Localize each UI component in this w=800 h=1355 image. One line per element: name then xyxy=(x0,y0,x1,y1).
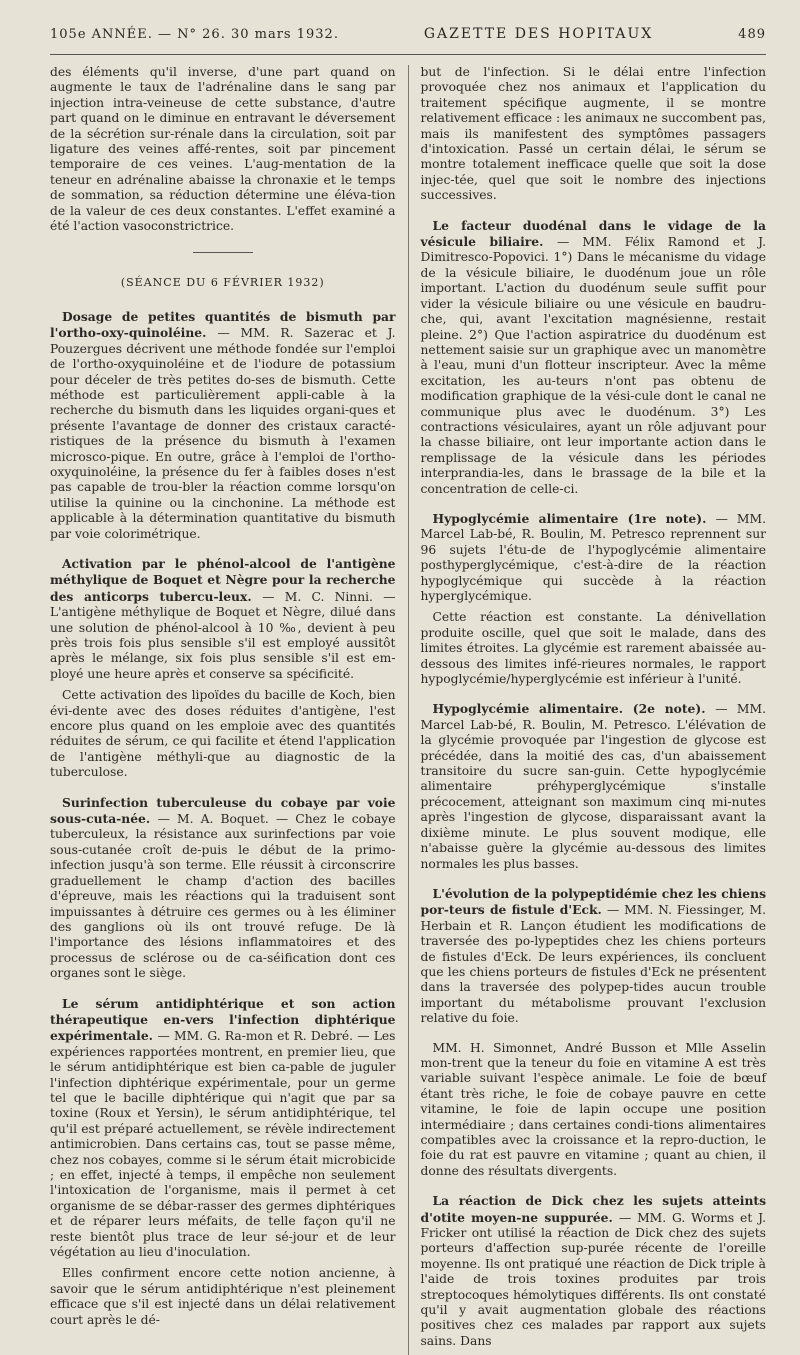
article-hypoglycemie-2 xyxy=(421,701,767,871)
column-divider xyxy=(408,65,409,1355)
running-head xyxy=(50,26,766,52)
article-bismuth xyxy=(50,309,396,542)
article-body: — MM. Félix Ramond et J. Dimitresco-Popovici. 1°) Dans le mécanisme du vidage de la vésicule biliaire, le duodénum joue un rôle important. L'action du duodénum seule suffit pour vider la vésicule biliaire ou une vésicule en baudru-che, qui, avant l'excitation magnésienne, restait pleine. 2°) Que l'action aspiratrice du duodénum est nettement saisie sur un graphique avec un manomètre à l'eau, muni d'un flotteur inscripteur. Avec la même excitation, les au-teurs n'ont pas obtenu de modification graphique de la vési-cule dont le canal ne communique plus avec le duodénum. 3°) Les contractions vésiculaires, ayant un rôle adjuvant pour la chasse biliaire, ont leur importante action dans le remplissage de la vésicule dans les périodes interprandia-les, dans le brassage de la bile et la concentration de celle-ci. xyxy=(420,235,766,496)
article-polypeptidemie xyxy=(421,886,767,1027)
article-serum xyxy=(50,996,396,1261)
article-surinfection xyxy=(50,795,396,982)
article-title: Le facteur duodénal dans le vidage de la vésicule biliaire. xyxy=(420,217,766,250)
article-body: — MM. Marcel Lab-bé, R. Boulin, M. Petresco reprennent sur 96 sujets l'étu-de de l'hypoglycémie alimentaire posthyperglycémique, c'est-à-dire de la réaction hypoglycémique qui succède à la réaction hyperglycémique. xyxy=(420,511,766,603)
article-title: L'évolution de la polypeptidémie chez les chiens por-teurs de fistule d'Eck. xyxy=(420,885,766,918)
article-hypoglycemie-1 xyxy=(421,511,767,604)
article-body: — MM. G. Worms et J. Fricker ont utilisé la réaction de Dick chez des sujets porteurs d'affection sup-purée récente de l'oreille moyenne. Ils ont pratiqué une réaction de Dick triple à l'aide de trois toxines produites par trois streptocoques hémolytiques différents. Ils ont constaté qu'il y avait augmentation globale des réactions positives chez ces malades par rapport aux sujets sains. Dans xyxy=(420,1210,766,1348)
left-intro: des éléments qu'il inverse, d'une part quand on augmente le taux de l'adrénaline dans le sang par injection intra-veineuse de cette substance, d'autre part quand on le diminue en entravant le déversement de la sécrétion sur-rénale dans la circulation, soit par ligature des veines affé-rentes, soit par pincement temporaire de ces veines. L'aug-mentation de la teneur en adrénaline abaisse la chronaxie et le temps de sommation, sa réduction détermine une éléva-tion de la valeur de ces deux constantes. L'effet examiné a été l'action vasoconstrictrice. xyxy=(50,65,396,234)
section-rule xyxy=(193,252,253,253)
article-body: — MM. G. Ra-mon et R. Debré. — Les expériences rapportées montrent, en premier lieu, que le sérum antidiphtérique est bien ca-pable de juguler l'infection diphtérique expérimentale, pour un germe tel que le bacille diphtérique qui n'agit que par sa toxine (Roux et Yersin), le sérum antidiphtérique, tel qu'il est préparé actuellement, se révèle indirectement antimicrobien. Dans certains cas, tout se passe même, chez nos cobayes, comme si le sérum était microbicide ; en effet, injecté à temps, il empêche non seulement l'intoxication de l'organisme, mais il permet à cet organisme de se débar-rasser des germes diphtériques et de réparer leurs méfaits, de telle façon qu'il ne reste bientôt plus trace de leur sé-jour et de leur végétation au lieu d'inoculation. xyxy=(50,1029,396,1260)
article-antigene xyxy=(50,556,396,682)
session-date: (SÉANCE DU 6 FÉVRIER 1932) xyxy=(120,276,325,290)
article-title: Surinfection tuberculeuse du cobaye par voie sous-cuta-née. xyxy=(50,794,396,827)
page-number: 489 xyxy=(738,27,766,42)
left-column xyxy=(50,65,396,1355)
article-title: Hypoglycémie alimentaire. (2e note). xyxy=(432,701,716,717)
article-body: — M. A. Boquet. — Chez le cobaye tuberculeux, la résistance aux surinfections par voie sous-cutanée croît de-puis le début de la primo-infection jusqu'à son terme. Elle réussit à circonscrire graduellement le champ d'action des bacilles d'épreuve, mais les réactions qui la traduisent sont impuissantes à détruire ces germes ou à les éliminer des ganglions où ils ont trouvé refuge. De là l'importance des lésions inflammatoires et des processus de sclérose ou de ca-séification dont ces organes sont le siège. xyxy=(50,812,396,981)
article-title: La réaction de Dick chez les sujets atteints d'otite moyen-ne suppurée. xyxy=(420,1193,766,1225)
article-body: — MM. N. Fiessinger, M. Herbain et R. Lançon étudient les modifications de traversée des po-lypeptides chez les chiens porteurs de fistules d'Eck. De leurs expériences, ils concluent que les chiens porteurs de fistules d'Eck ne présentent dans la traversée des polypep-tides aucun trouble important du métabolisme prouvant l'exclusion relative du foie. xyxy=(420,903,766,1026)
issue-info: 105e ANNÉE. — N° 26. 30 mars 1932. xyxy=(50,27,339,42)
article-title: Dosage de petites quantités de bismuth par l'ortho-oxy-quinoléine. xyxy=(50,308,396,341)
article-body: — MM. R. Sazerac et J. Pouzergues décrivent une méthode fondée sur l'emploi de l'ortho-oxyquinoléine et de l'iodure de potassium pour déceler de très petites do-ses de bismuth. Cette méthode est particulièrement appli-cable à la recherche du bismuth dans les liquides organi-ques et présente l'avantage de donner des cristaux caracté-ristiques de la présence du bismuth à l'examen microsco-pique. En outre, grâce à l'emploi de l'ortho-oxyquinoléine, la présence du fer à faibles doses n'est pas capable de trou-bler la réaction comme lorsqu'on utilise la quinine ou la cinchonine. La méthode est applicable à la détermination quantitative du bismuth par voie colorimétrique. xyxy=(50,326,396,541)
right-intro: but de l'infection. Si le délai entre l'infection provoquée chez nos animaux et l'application du traitement spécifique augmente, il se montre relativement efficace : les animaux ne succombent pas, mais ils manifestent des symptômes passagers d'intoxication. Passé un certain délai, le sérum se montre totalement inefficace quelle que soit la dose injec-tée, quel que soit le nombre des injections successives. xyxy=(420,65,766,203)
article-body: — M. C. Ninni. — L'antigène méthylique de Boquet et Nègre, dilué dans une solution de phénol-alcool à 10 ‰, devient à peu près trois fois plus sensible s'il est employé aussitôt après le mélange, six fois plus sensible s'il est em-ployé une heure après et conserve sa spécificité. xyxy=(50,589,396,681)
article-vitamine-a xyxy=(421,1041,767,1180)
article-title: Hypoglycémie alimentaire (1re note). xyxy=(432,510,716,526)
article-title: Le sérum antidiphtérique et son action thérapeutique en-vers l'infection diphtérique expérimentale. xyxy=(50,995,396,1044)
article-paragraph: Elles confirment encore cette notion ancienne, à savoir que le sérum antidiphtérique n'est pleinement efficace que s'il est injecté dans un délai relativement court après le dé- xyxy=(50,1266,396,1327)
article-paragraph: Cette réaction est constante. La dénivellation produite oscille, quel que soit le malade, dans des limites étroites. La glycémie est rarement abaissée au-dessous des limites infé-rieures normales, le rapport hypoglycémie/hyperglycémie est inférieur à l'unité. xyxy=(420,610,766,687)
right-column xyxy=(421,65,767,1355)
article-dick xyxy=(421,1193,767,1349)
header-rule xyxy=(50,54,766,55)
journal-title: GAZETTE DES HOPITAUX xyxy=(423,26,654,42)
article-title: Activation par le phénol-alcool de l'antigène méthylique de Boquet et Nègre pour la recherche des anticorps tubercu-leux. xyxy=(50,555,396,604)
article-body: MM. H. Simonnet, André Busson et Mlle Asselin mon-trent que la teneur du foie en vitamine A est très variable suivant l'espèce animale. Le foie de bœuf étant très riche, le foie de cobaye pauvre en cette vitamine, le foie de lapin occupe une position intermédiaire ; dans certaines condi-tions alimentaires compatibles avec la croissance et la repro-duction, le foie du rat est pauvre en vitamine ; quant au chien, il donne des résultats divergents. xyxy=(420,1040,766,1178)
text-columns xyxy=(50,65,766,1355)
article-body: — MM. Marcel Lab-bé, R. Boulin, M. Petresco. L'élévation de la glycémie provoquée par l'ingestion de glycose est précédée, dans la moitié des cas, d'un abaissement transitoire du sucre san-guin. Cette hypoglycémie alimentaire préhyperglycémique s'installe précocement, atteignant son maximum cinq mi-nutes après l'ingestion de glycose, disparaissant avant la dixième minute. Le plus souvent modique, elle n'abaisse guère la glycémie au-dessous des limites normales les plus basses. xyxy=(420,702,766,871)
article-duodenal xyxy=(421,218,767,497)
article-paragraph: Cette activation des lipoïdes du bacille de Koch, bien évi-dente avec des doses réduites d'antigène, l'est encore plus quand on les emploie avec des quantités réduites de sérum, ce qui facilite et étend l'application de l'antigène méthyli-que au diagnostic de la tuberculose. xyxy=(50,688,396,780)
